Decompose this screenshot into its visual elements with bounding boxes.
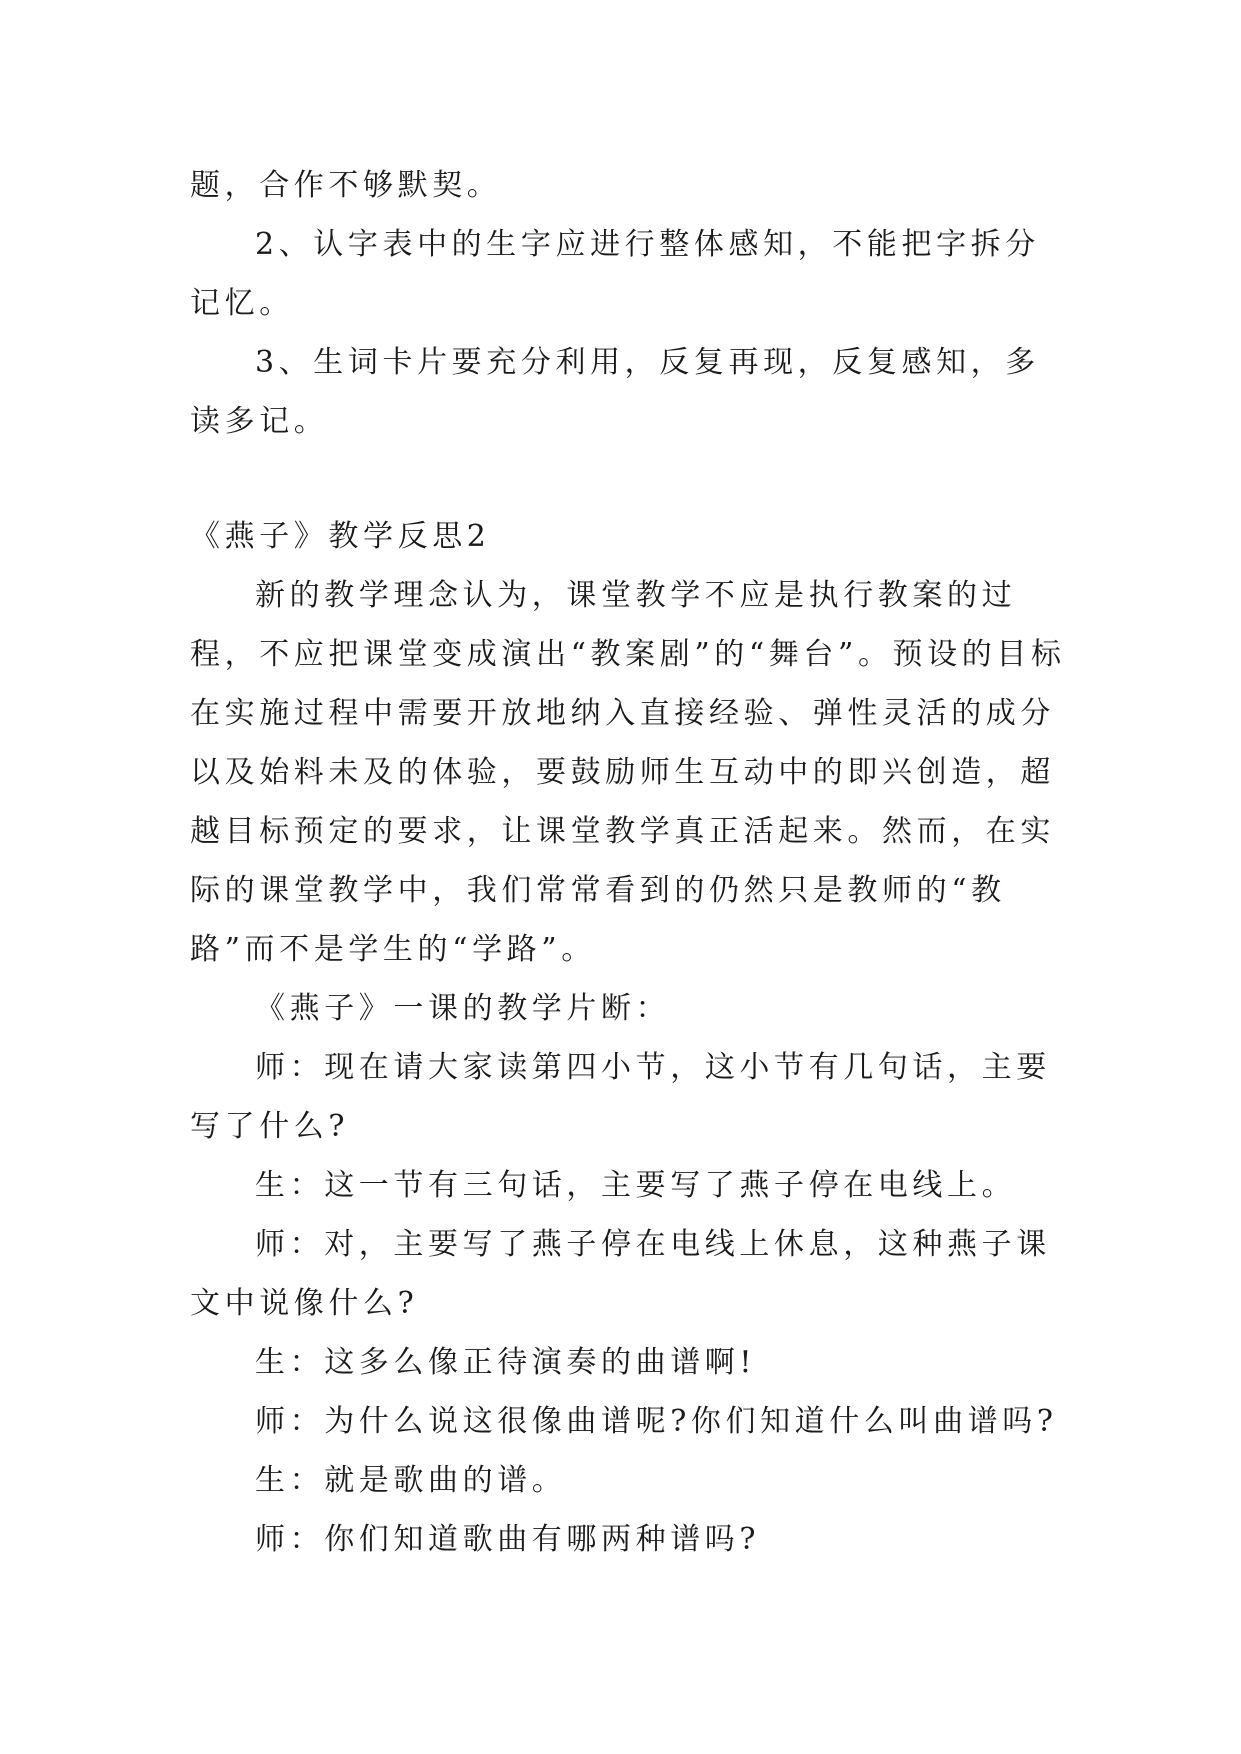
- paragraph: 《燕子》一课的教学片断：: [255, 991, 671, 1026]
- dialogue-line: 师：对，主要写了燕子停在电线上休息，这种燕子课文中说像什么?: [190, 1227, 1051, 1321]
- document-body: [190, 156, 1070, 1569]
- paragraph: 新的教学理念认为，课堂教学不应是执行教案的过程，不应把课堂变成演出“教案剧”的“舞台”。预设的目标在实施过程中需要开放地纳入直接经验、弹性灵活的成分以及始料未及的体验，要鼓励师生互动中的即兴创造，超越目标预定的要求，让课堂教学真正活起来。然而，在实际的课堂教学中，我们常常看到的仍然只是教师的“教路”而不是学生的“学路”。: [190, 578, 1066, 967]
- paragraph: 2、认字表中的生字应进行整体感知，不能把字拆分记忆。: [190, 227, 1040, 321]
- dialogue-line: 师：为什么说这很像曲谱呢?你们知道什么叫曲谱吗?: [255, 1404, 1058, 1439]
- dialogue-line: 师：现在请大家读第四小节，这小节有几句话，主要写了什么?: [190, 1050, 1051, 1144]
- dialogue-line: 生：这一节有三句话，主要写了燕子停在电线上。: [255, 1168, 1017, 1203]
- dialogue-line: 生：就是歌曲的谱。: [255, 1463, 567, 1498]
- paragraph: 题，合作不够默契。: [190, 168, 502, 203]
- dialogue-line: 师：你们知道歌曲有哪两种谱吗?: [255, 1522, 761, 1557]
- section-heading: 《燕子》教学反思2: [190, 519, 491, 554]
- dialogue-line: 生：这多么像正待演奏的曲谱啊!: [255, 1345, 757, 1380]
- paragraph: 3、生词卡片要充分利用，反复再现，反复感知，多读多记。: [190, 345, 1040, 439]
